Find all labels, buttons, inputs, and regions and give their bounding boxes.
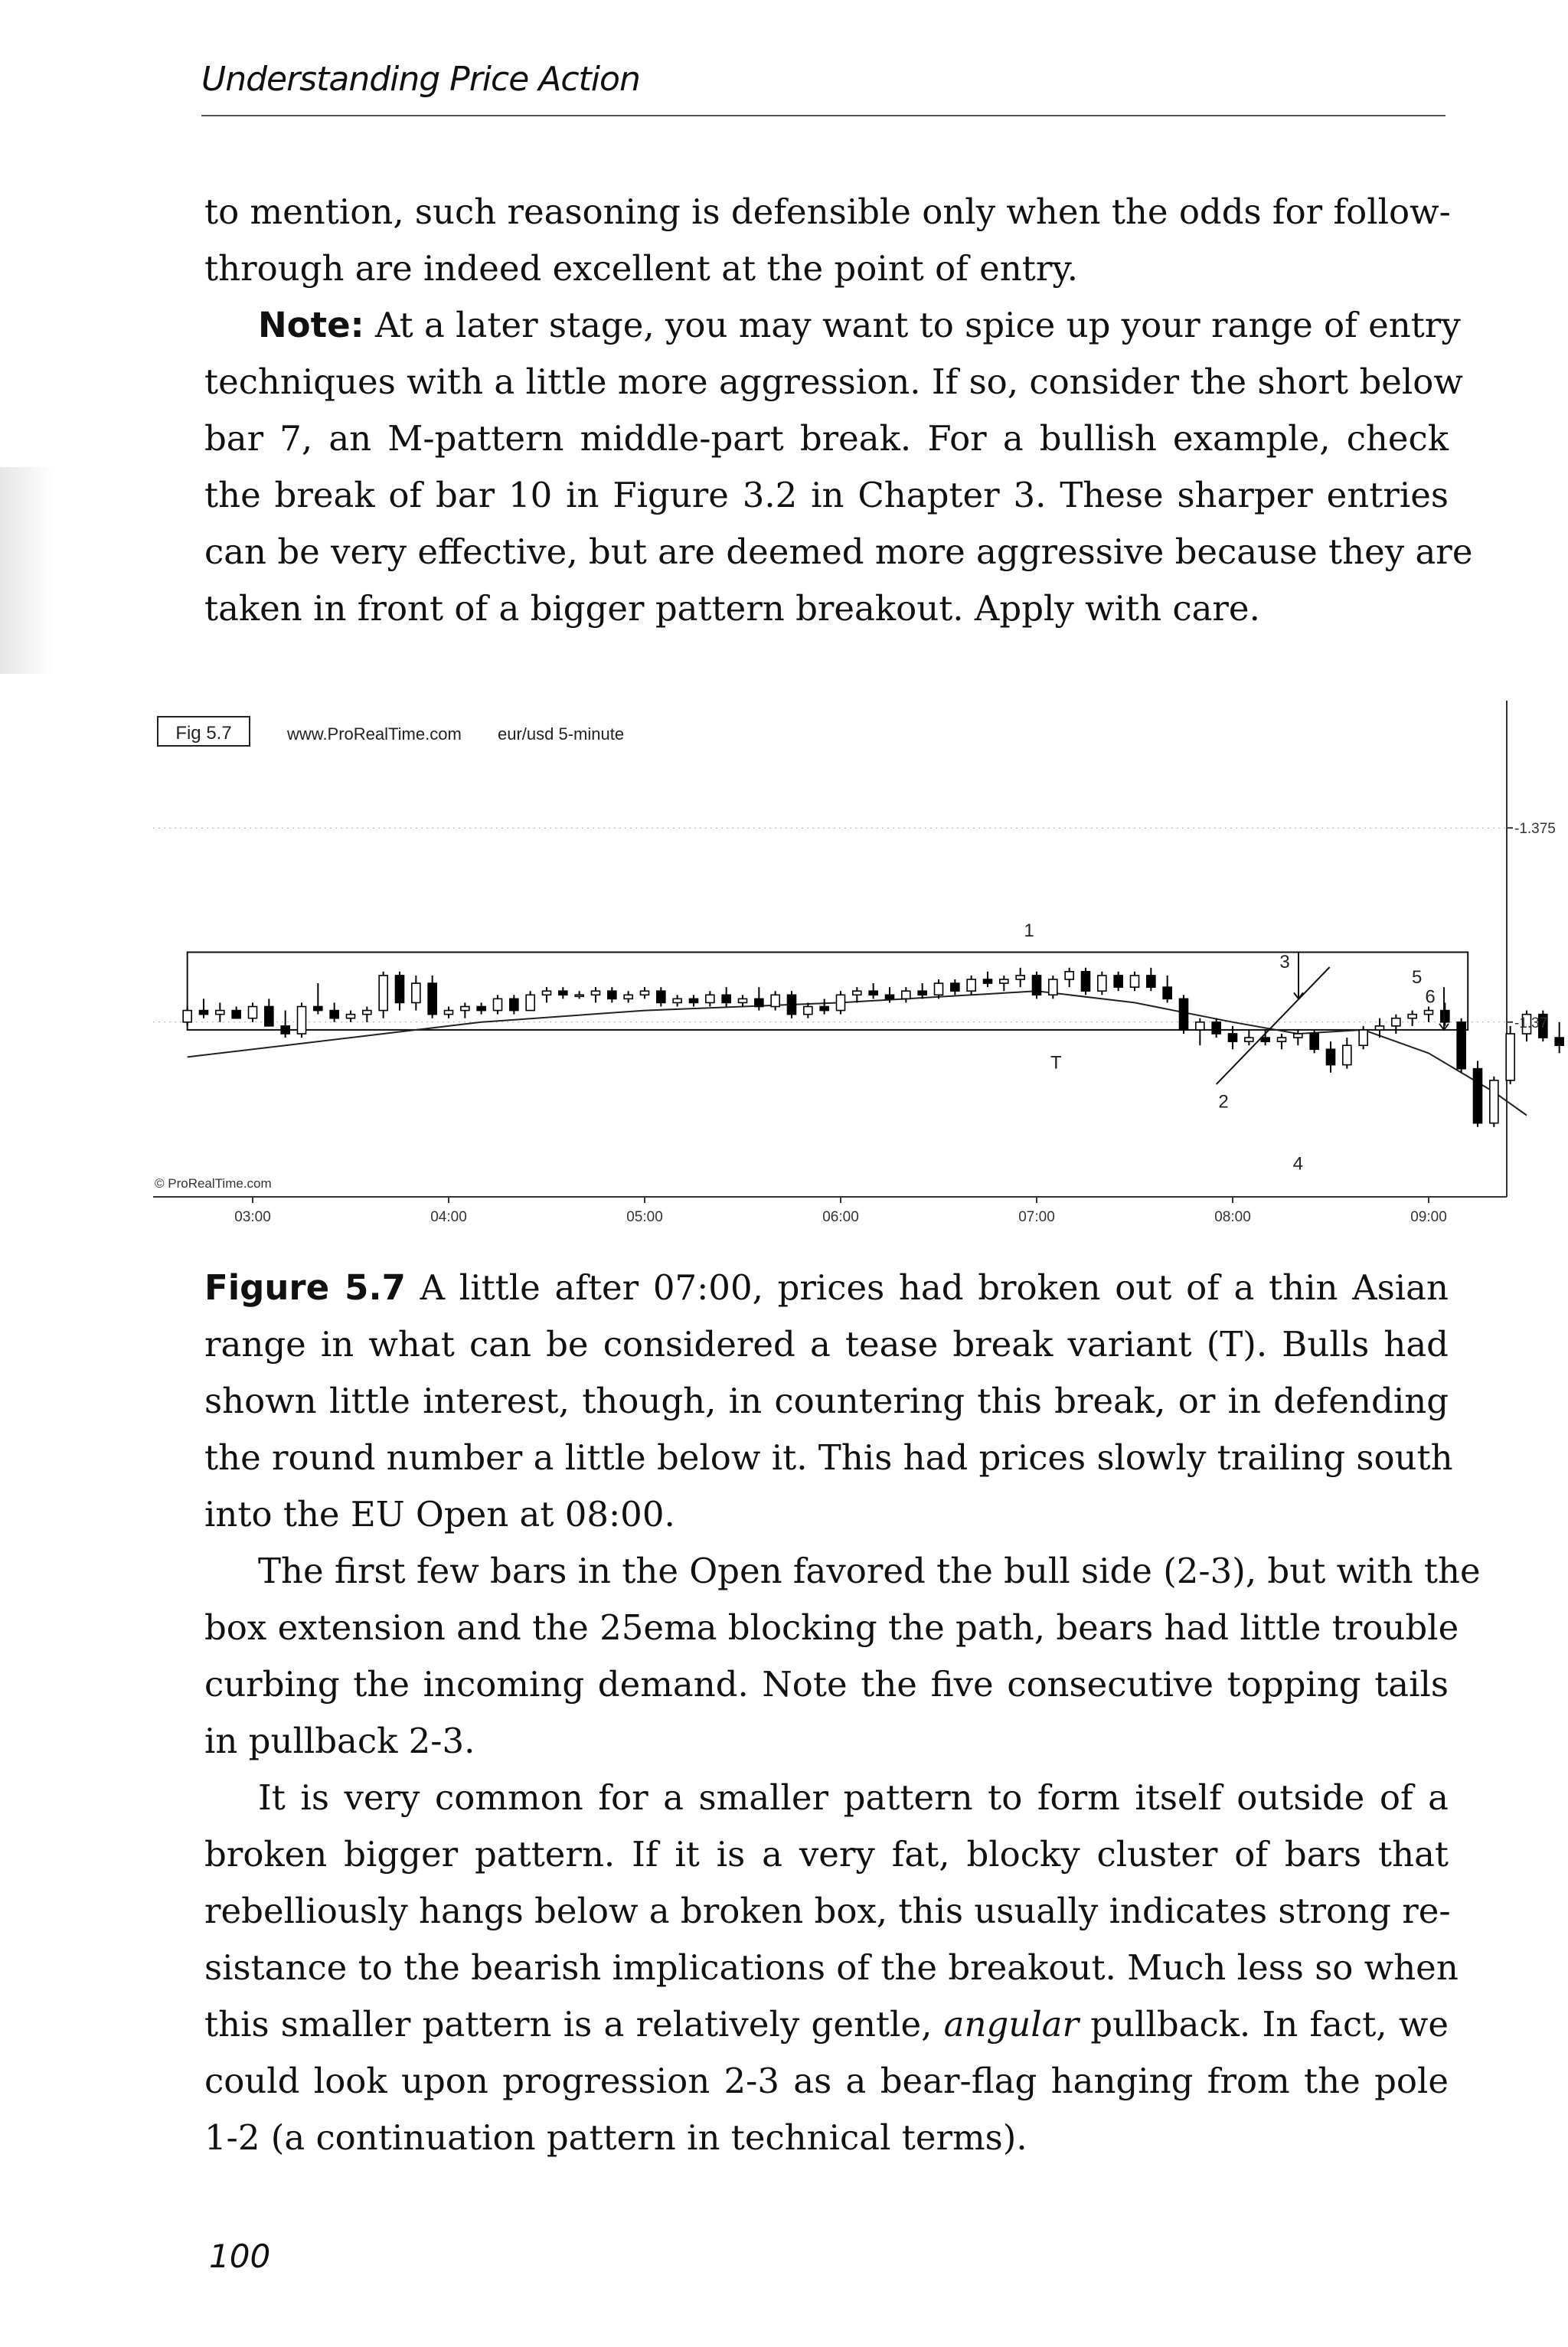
text-line: shown little interest, though, in countering this break, or in defending <box>204 1381 1449 1421</box>
text-line: bar 7, an M-pattern middle-part break. For a bullish example, check <box>204 418 1449 459</box>
x-tick-label: 06:00 <box>822 1209 859 1225</box>
candle-body <box>445 1011 453 1015</box>
text-line: The first few bars in the Open favored the bull side (2-3), but with the <box>258 1551 1481 1591</box>
candle-body <box>706 995 714 1002</box>
candle-body <box>820 1007 828 1011</box>
y-tick-label: -1.375 <box>1514 821 1556 838</box>
candle-body <box>1376 1026 1384 1030</box>
candle-body <box>592 991 600 995</box>
candle-body <box>1114 976 1122 987</box>
annotation-T: T <box>1050 1052 1062 1074</box>
note-paragraph <box>204 297 1473 637</box>
candle-body <box>526 995 534 1010</box>
candle-body <box>543 991 551 995</box>
candle-body <box>1441 1011 1449 1022</box>
candle-body <box>984 979 992 983</box>
figure-caption <box>204 1260 1453 1543</box>
text-line: to mention, such reasoning is defensible only when the odds for follow- <box>204 191 1451 232</box>
candle-body <box>1016 976 1024 979</box>
candle-body <box>1408 1015 1416 1018</box>
text-line: A little after 07:00, prices had broken out of a thin Asian <box>405 1267 1449 1308</box>
candle-body <box>902 991 910 999</box>
candle-body <box>1180 999 1188 1030</box>
candle-body <box>1506 1034 1514 1080</box>
y-tick-label: -1.37 <box>1514 1015 1548 1031</box>
x-tick-label: 03:00 <box>234 1209 271 1225</box>
x-tick-label: 09:00 <box>1410 1209 1447 1225</box>
candle-body <box>1000 979 1008 983</box>
candle-body <box>869 991 877 995</box>
candle-body <box>1294 1034 1302 1038</box>
candle-body <box>1555 1038 1563 1045</box>
text-line: curbing the incoming demand. Note the five consecutive topping tails <box>204 1664 1449 1705</box>
candle-body <box>886 995 894 999</box>
candle-body <box>1327 1049 1335 1064</box>
annotation-1: 1 <box>1024 920 1034 942</box>
candle-body <box>1425 1011 1433 1015</box>
figure-tag: Fig 5.7 <box>175 723 232 744</box>
text-line: techniques with a little more aggression. If so, consider the short below <box>204 361 1463 402</box>
candle-body <box>755 999 763 1006</box>
candle-body <box>624 995 632 999</box>
candle-body <box>608 991 616 999</box>
figure-5-7-chart <box>153 701 1568 1237</box>
annotation-2: 2 <box>1218 1091 1229 1113</box>
text-line: into the EU Open at 08:00. <box>204 1494 675 1535</box>
annotation-5: 5 <box>1411 967 1423 989</box>
candle-body <box>412 983 420 1002</box>
text-line: taken in front of a bigger pattern breakout. Apply with care. <box>204 588 1260 629</box>
candle-body <box>232 1011 240 1018</box>
text-line: broken bigger pattern. If it is a very fat, blocky cluster of bars that <box>204 1834 1449 1875</box>
instrument-label: eur/usd 5-minute <box>498 724 625 744</box>
annotation-6: 6 <box>1425 986 1436 1008</box>
text-line: the break of bar 10 in Figure 3.2 in Chapter 3. These sharper entries <box>204 475 1449 515</box>
text-line: 1-2 (a continuation pattern in technical terms). <box>204 2117 1027 2158</box>
candle-body <box>363 1011 371 1015</box>
candle-body <box>461 1007 469 1011</box>
candle-body <box>396 976 404 1003</box>
text-line: rebelliously hangs below a broken box, this usually indicates strong re- <box>204 1891 1451 1931</box>
body-paragraph-2 <box>204 1770 1459 2166</box>
candle-body <box>1457 1022 1465 1069</box>
candle-body <box>1229 1034 1237 1041</box>
candle-body <box>657 991 665 1002</box>
x-tick-label: 08:00 <box>1214 1209 1251 1225</box>
x-tick-label: 07:00 <box>1018 1209 1055 1225</box>
candle-body <box>1278 1038 1286 1041</box>
text-line: can be very effective, but are deemed more aggressive because they are <box>204 531 1473 572</box>
candle-body <box>1147 976 1155 987</box>
trend-line <box>1217 967 1330 1084</box>
candle-body <box>722 995 730 1002</box>
candle-body <box>510 999 518 1010</box>
candle-body <box>183 1011 191 1022</box>
scan-shadow <box>0 467 54 674</box>
body-paragraph-1 <box>204 1543 1481 1770</box>
candle-body <box>428 983 436 1015</box>
candle-body <box>1392 1018 1400 1026</box>
candle-body <box>804 1007 812 1015</box>
candle-body <box>853 991 861 995</box>
candle-body <box>477 1007 485 1011</box>
header-rule <box>201 115 1446 116</box>
emphasis-angular: angular <box>943 2004 1079 2045</box>
candle-body <box>1310 1034 1318 1049</box>
candle-body <box>1098 976 1106 991</box>
intro-paragraph <box>204 184 1449 297</box>
text-line: in pullback 2-3. <box>204 1721 475 1761</box>
candle-body <box>1245 1038 1253 1041</box>
candle-body <box>951 983 959 991</box>
candle-body <box>281 1026 289 1034</box>
text-line: the round number a little below it. This had prices slowly trailing south <box>204 1437 1453 1478</box>
candle-body <box>690 999 698 1002</box>
text-line: At a later stage, you may want to spice up your range of entry <box>364 305 1461 345</box>
candle-body <box>1261 1038 1269 1041</box>
x-tick-label: 04:00 <box>430 1209 467 1225</box>
watermark: © ProRealTime.com <box>155 1176 272 1191</box>
candle-body <box>673 999 681 1002</box>
x-tick-label: 05:00 <box>626 1209 663 1225</box>
text-line: box extension and the 25ema blocking the path, bears had little trouble <box>204 1607 1459 1648</box>
text-line: could look upon progression 2-3 as a bear-flag hanging from the pole <box>204 2061 1449 2101</box>
caption-label: Figure 5.7 <box>204 1267 406 1308</box>
candle-body <box>1163 987 1171 999</box>
candle-body <box>837 995 845 1010</box>
candle-body <box>1033 976 1041 995</box>
candle-body <box>347 1015 355 1018</box>
page-number: 100 <box>209 2237 271 2275</box>
running-head: Understanding Price Action <box>201 60 640 99</box>
candle-body <box>1065 972 1073 979</box>
candle-body <box>298 1007 306 1035</box>
candle-body <box>641 991 649 995</box>
candle-body <box>379 976 387 1011</box>
candle-body <box>935 983 943 995</box>
text-line: range in what can be considered a tease break variant (T). Bulls had <box>204 1324 1449 1365</box>
candle-body <box>1049 979 1057 995</box>
candle-body <box>1196 1022 1204 1030</box>
candle-body <box>265 1007 273 1026</box>
text-line: this smaller pattern is a relatively gentle, <box>204 2004 944 2045</box>
candle-body <box>1490 1080 1498 1123</box>
candle-body <box>314 1007 322 1011</box>
text-line: It is very common for a smaller pattern to form itself outside of a <box>258 1777 1449 1818</box>
text-line: through are indeed excellent at the point of entry. <box>204 248 1079 289</box>
candle-body <box>1082 972 1090 991</box>
candlestick-chart <box>153 701 1568 1237</box>
candle-body <box>1474 1069 1482 1123</box>
candle-body <box>1359 1030 1367 1045</box>
candle-body <box>494 999 502 1010</box>
candle-body <box>330 1011 338 1018</box>
candle-body <box>788 995 796 1014</box>
candle-body <box>575 995 583 996</box>
candle-body <box>1131 976 1139 987</box>
candle-body <box>216 1011 224 1015</box>
candle-body <box>1343 1045 1351 1064</box>
candle-body <box>559 991 567 995</box>
candle-body <box>967 979 975 991</box>
candle-body <box>1212 1022 1220 1034</box>
candle-body <box>739 999 747 1002</box>
note-label: Note: <box>258 305 364 345</box>
candle-body <box>249 1007 257 1018</box>
candle-body <box>200 1011 208 1015</box>
text-line: sistance to the bearish implications of the breakout. Much less so when <box>204 1947 1459 1988</box>
candle-body <box>918 991 926 995</box>
candle-body <box>771 995 779 1006</box>
ema-line <box>188 991 1527 1115</box>
text-line: pullback. In fact, we <box>1079 2004 1449 2045</box>
annotation-4: 4 <box>1292 1153 1304 1175</box>
source-url: www.ProRealTime.com <box>287 724 462 744</box>
annotation-3: 3 <box>1279 951 1290 972</box>
